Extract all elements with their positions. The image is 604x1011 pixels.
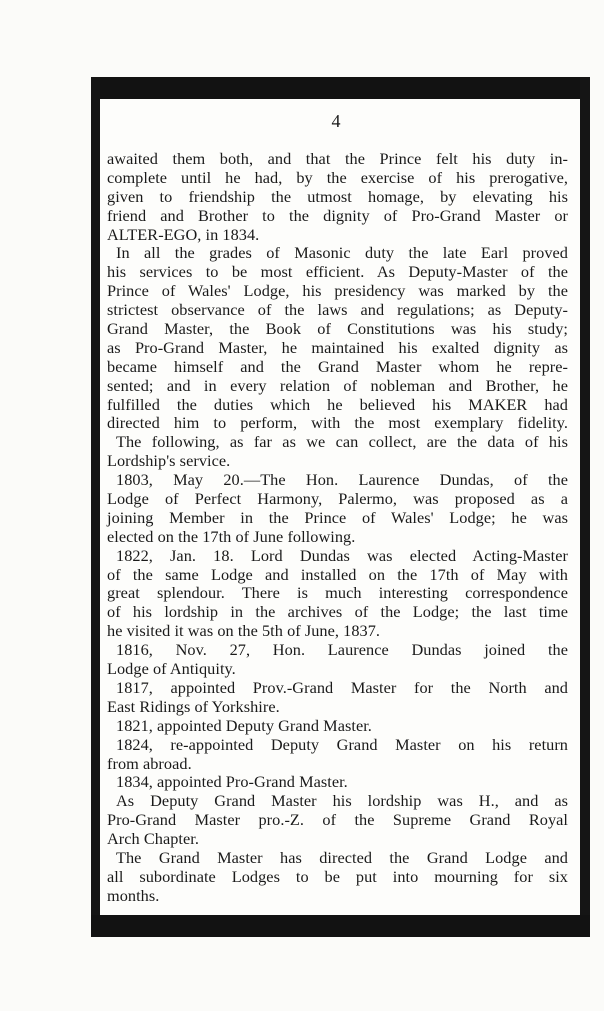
text-line: all subordinate Lodges to be put into mourning for six <box>107 866 568 886</box>
text-line: Lodge of Perfect Harmony, Palermo, was proposed as a <box>107 489 568 509</box>
text-line: he visited it was on the 5th of June, 1837. <box>107 621 381 641</box>
text-line: strictest observance of the laws and regulations; as Deputy- <box>107 300 568 320</box>
text-line: elected on the 17th of June following. <box>107 526 356 546</box>
text-line: complete until he had, by the exercise of his prerogative, <box>107 167 568 187</box>
page-number: 4 <box>331 111 341 131</box>
text-line: fulfilled the duties which he believed his MAKER had <box>107 394 568 414</box>
text-line: Lodge of Antiquity. <box>107 659 236 679</box>
text-line: 1803, May 20.—The Hon. Laurence Dundas, of the <box>116 470 568 490</box>
text-line: directed him to perform, with the most exemplary fidelity. <box>107 413 568 433</box>
mourning-border-top <box>91 77 590 99</box>
text-line: became himself and the Grand Master whom he repre- <box>107 356 568 376</box>
text-line: great splendour. There is much interesting correspondence <box>107 583 568 603</box>
mourning-border-left <box>91 77 100 937</box>
text-line: The Grand Master has directed the Grand Lodge and <box>116 847 568 867</box>
text-line: Arch Chapter. <box>107 829 199 849</box>
text-line: The following, as far as we can collect, are the data of his <box>116 432 568 452</box>
text-line: given to friendship the utmost homage, by elevating his <box>107 186 568 206</box>
text-line: friend and Brother to the dignity of Pro-Grand Master or <box>107 205 568 225</box>
text-line: 1824, re-appointed Deputy Grand Master on his return <box>116 734 568 754</box>
mourning-border-bottom <box>91 915 590 937</box>
text-line: 1834, appointed Pro-Grand Master. <box>116 772 348 792</box>
text-line: As Deputy Grand Master his lordship was H., and as <box>116 791 568 811</box>
text-line: Pro-Grand Master pro.-Z. of the Supreme Grand Royal <box>107 810 568 830</box>
text-line: Lordship's service. <box>107 451 231 471</box>
text-line: 1822, Jan. 18. Lord Dundas was elected Acting-Master <box>116 545 568 565</box>
text-line: 1816, Nov. 27, Hon. Laurence Dundas joined the <box>116 640 568 660</box>
text-line: from abroad. <box>107 753 192 773</box>
text-line: ALTER-EGO, in 1834. <box>107 224 260 244</box>
text-line: 1821, appointed Deputy Grand Master. <box>116 715 372 735</box>
text-line: of the same Lodge and installed on the 17th of May with <box>107 564 568 584</box>
text-line: Prince of Wales' Lodge, his presidency was marked by the <box>107 281 568 301</box>
text-line: awaited them both, and that the Prince felt his duty in- <box>107 149 568 168</box>
text-line: sented; and in every relation of nobleman and Brother, he <box>107 375 568 395</box>
text-line: of his lordship in the archives of the Lodge; the last time <box>107 602 568 622</box>
text-line: In all the grades of Masonic duty the late Earl proved <box>116 243 568 263</box>
text-line: months. <box>107 885 160 905</box>
text-line: East Ridings of Yorkshire. <box>107 696 280 716</box>
text-line: joining Member in the Prince of Wales' Lodge; he was <box>107 507 568 527</box>
text-line: his services to be most efficient. As Deputy-Master of the <box>107 262 568 282</box>
text-line: 1817, appointed Prov.-Grand Master for the North and <box>116 677 568 697</box>
text-line: Grand Master, the Book of Constitutions was his study; <box>107 319 568 339</box>
text-line: as Pro-Grand Master, he maintained his exalted dignity as <box>107 337 568 357</box>
body-text <box>107 150 568 906</box>
mourning-border-right <box>580 77 590 937</box>
